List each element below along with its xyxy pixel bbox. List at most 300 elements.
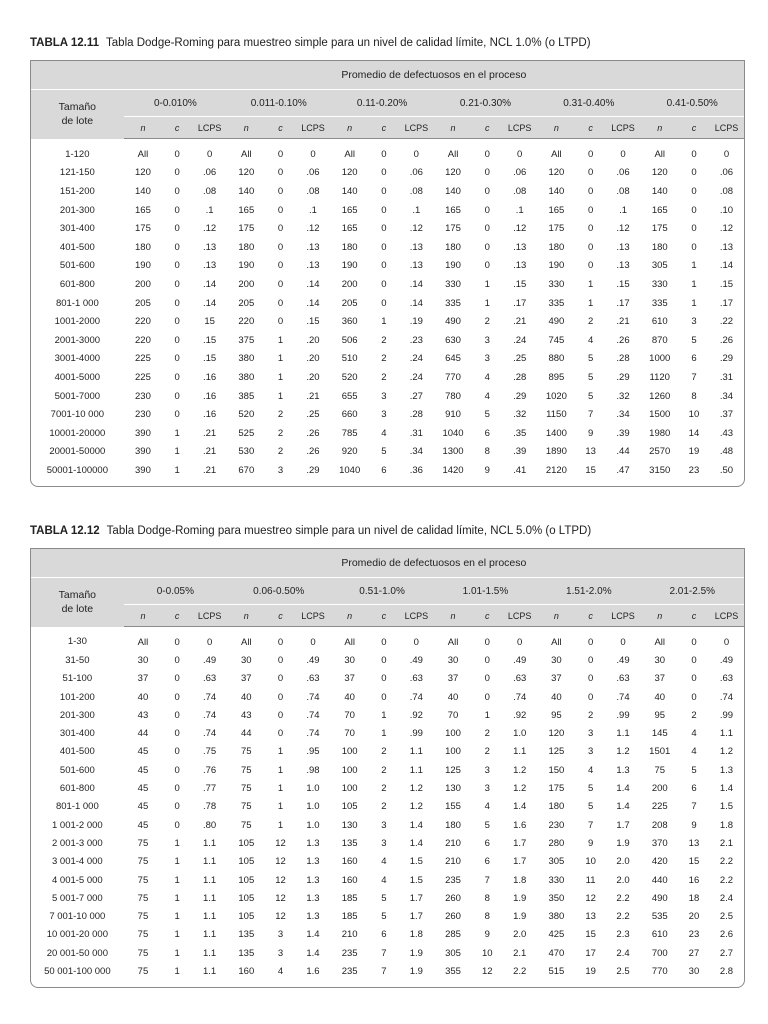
table-cell: 0 bbox=[174, 764, 180, 776]
table-cell: 1.9 bbox=[513, 892, 527, 904]
table-cell: 30 bbox=[654, 654, 666, 666]
table-cell: 13 bbox=[585, 446, 596, 458]
lot-size-cell: 151-200 bbox=[59, 185, 95, 197]
table-cell: 180 bbox=[341, 241, 358, 253]
table-cell: 12 bbox=[275, 892, 286, 904]
table-cell: 1 bbox=[691, 278, 697, 290]
table-cell: All bbox=[344, 636, 355, 648]
table-cell: 120 bbox=[548, 167, 565, 179]
table-cell: 1.0 bbox=[306, 819, 320, 831]
table-cell: 0 bbox=[484, 223, 490, 235]
table-cell: 3 bbox=[484, 334, 490, 346]
table-row bbox=[31, 853, 744, 871]
table-cell: 0 bbox=[381, 654, 387, 666]
table-cell: 230 bbox=[135, 409, 151, 421]
table-cell: 175 bbox=[445, 223, 461, 235]
table-cell: 120 bbox=[651, 167, 668, 179]
table-row bbox=[31, 724, 744, 742]
table-cell: 2 bbox=[277, 427, 284, 439]
table-cell: 5 bbox=[587, 353, 594, 365]
table1 bbox=[31, 61, 744, 486]
table-cell: 1.4 bbox=[616, 801, 630, 813]
table-cell: 75 bbox=[137, 965, 149, 977]
table-cell: 0 bbox=[381, 185, 387, 197]
table-cell: 260 bbox=[445, 892, 461, 904]
table-cell: 515 bbox=[548, 965, 565, 977]
table-cell: 200 bbox=[651, 783, 668, 795]
table-cell: 1.1 bbox=[202, 929, 217, 941]
table-cell: 220 bbox=[238, 316, 255, 328]
table-cell: 15 bbox=[585, 929, 596, 941]
sub-header: n bbox=[434, 605, 473, 627]
table-cell: 19 bbox=[688, 446, 700, 458]
table-cell: 23 bbox=[688, 929, 700, 941]
table-cell: 7 bbox=[381, 965, 387, 977]
table-cell: 1000 bbox=[649, 353, 671, 365]
table-cell: 1.1 bbox=[409, 746, 423, 758]
table-cell: 2 bbox=[484, 316, 490, 328]
table-cell: 1 bbox=[174, 464, 180, 476]
table-cell: 1.1 bbox=[202, 874, 217, 886]
sub-header: LCPS bbox=[709, 605, 744, 627]
table-cell: 1.2 bbox=[409, 801, 423, 813]
table-cell: 9 bbox=[691, 819, 697, 831]
table-cell: 1040 bbox=[339, 464, 361, 476]
table-cell: 870 bbox=[651, 334, 668, 346]
table-cell: 190 bbox=[135, 260, 151, 272]
table-cell: 12 bbox=[275, 911, 286, 923]
table-cell: 1420 bbox=[442, 464, 464, 476]
table-cell: 2.2 bbox=[719, 856, 734, 868]
table-row bbox=[31, 350, 744, 369]
table-cell: .13 bbox=[616, 241, 630, 253]
table-cell: 530 bbox=[238, 446, 255, 458]
table-cell: 0 bbox=[174, 353, 180, 365]
table-cell: 27 bbox=[688, 947, 700, 959]
table-cell: .99 bbox=[616, 709, 630, 721]
table-row bbox=[31, 926, 744, 944]
table-cell: 490 bbox=[548, 316, 565, 328]
table-cell: 0 bbox=[174, 278, 180, 290]
table-cell: .12 bbox=[409, 223, 423, 235]
table-cell: 4 bbox=[381, 874, 387, 886]
table-cell: 105 bbox=[238, 911, 255, 923]
table-cell: 105 bbox=[238, 856, 255, 868]
table-cell: 1 bbox=[381, 316, 387, 328]
table-cell: 305 bbox=[445, 947, 461, 959]
group-header: 1.51-2.0% bbox=[537, 578, 640, 605]
table-cell: 1.3 bbox=[306, 911, 320, 923]
table-cell: 16 bbox=[688, 874, 700, 886]
table-cell: 2570 bbox=[649, 446, 671, 458]
table-cell: 0 bbox=[174, 691, 180, 703]
table-cell: 1.2 bbox=[409, 783, 423, 795]
lot-size-cell: 601-800 bbox=[59, 783, 95, 795]
table-cell: 2.8 bbox=[719, 965, 734, 977]
table-cell: 180 bbox=[445, 819, 461, 831]
sub-header: n bbox=[330, 117, 369, 139]
table-cell: 0 bbox=[174, 746, 180, 758]
sub-header: n bbox=[537, 605, 576, 627]
table-row bbox=[31, 670, 744, 688]
table-cell: 180 bbox=[238, 241, 255, 253]
table-cell: 1 bbox=[277, 819, 284, 831]
table-row bbox=[31, 743, 744, 761]
table1-lot-header bbox=[31, 90, 124, 139]
lot-size-cell: 10001-20000 bbox=[49, 427, 106, 439]
table-cell: .22 bbox=[719, 316, 734, 328]
lot-size-cell: 4001-5000 bbox=[54, 371, 101, 383]
table-cell: 1.8 bbox=[513, 874, 527, 886]
sub-header: c bbox=[576, 117, 606, 139]
table-cell: 1 bbox=[174, 929, 180, 941]
table-cell: 40 bbox=[654, 691, 666, 703]
table-cell: 175 bbox=[548, 783, 565, 795]
table-cell: 185 bbox=[341, 892, 358, 904]
table-cell: 30 bbox=[688, 965, 700, 977]
lot-size-cell: 7001-10 000 bbox=[50, 409, 105, 421]
table-cell: 140 bbox=[341, 185, 358, 197]
table-cell: 0 bbox=[310, 636, 316, 648]
table-cell: .20 bbox=[306, 334, 320, 346]
table-cell: 610 bbox=[651, 316, 668, 328]
table-cell: .74 bbox=[306, 709, 320, 721]
table-row bbox=[31, 275, 744, 294]
table-cell: 510 bbox=[341, 353, 358, 365]
table-cell: 44 bbox=[241, 728, 252, 740]
table-cell: 2 bbox=[381, 353, 387, 365]
table-cell: .29 bbox=[616, 371, 630, 383]
table-cell: .74 bbox=[306, 691, 320, 703]
table-cell: 7 bbox=[587, 409, 594, 421]
table-cell: 770 bbox=[445, 371, 461, 383]
table-cell: 0 bbox=[587, 241, 594, 253]
table-cell: 2.4 bbox=[719, 892, 734, 904]
table-cell: .12 bbox=[306, 223, 320, 235]
group-header: 0.31-0.40% bbox=[537, 90, 640, 117]
table-cell: 0 bbox=[587, 654, 594, 666]
table-cell: 2.0 bbox=[616, 874, 630, 886]
table-cell: 235 bbox=[445, 874, 461, 886]
table-row bbox=[31, 688, 744, 706]
table-cell: 40 bbox=[344, 691, 355, 703]
sub-header: c bbox=[369, 605, 399, 627]
table-cell: 0 bbox=[620, 636, 626, 648]
sub-header: n bbox=[124, 117, 163, 139]
table-cell: 165 bbox=[135, 204, 151, 216]
table-cell: 0 bbox=[587, 260, 594, 272]
table-cell: All bbox=[654, 636, 666, 648]
table-cell: 100 bbox=[445, 728, 461, 740]
table-cell: .21 bbox=[202, 464, 217, 476]
table-cell: 335 bbox=[651, 297, 668, 309]
table-cell: 0 bbox=[174, 819, 180, 831]
table-cell: .08 bbox=[306, 185, 320, 197]
table-cell: .17 bbox=[616, 297, 630, 309]
table-cell: 0 bbox=[381, 691, 387, 703]
table-cell: 0 bbox=[174, 636, 180, 648]
table-cell: .41 bbox=[513, 464, 527, 476]
table-cell: 2.6 bbox=[719, 929, 734, 941]
table-cell: .17 bbox=[719, 297, 734, 309]
table-cell: 140 bbox=[445, 185, 461, 197]
table-cell: 0 bbox=[277, 278, 284, 290]
table-cell: 4 bbox=[691, 746, 697, 758]
table-cell: 1.8 bbox=[719, 819, 734, 831]
table-cell: 1.3 bbox=[306, 892, 320, 904]
table-cell: 1 bbox=[277, 801, 284, 813]
table-cell: 2 bbox=[381, 334, 387, 346]
table-cell: 1.1 bbox=[202, 947, 217, 959]
table-cell: 120 bbox=[135, 167, 151, 179]
table-cell: 15 bbox=[585, 464, 596, 476]
table-cell: 4 bbox=[381, 856, 387, 868]
table-cell: .13 bbox=[409, 260, 423, 272]
table-cell: 8 bbox=[484, 911, 490, 923]
table-cell: 0 bbox=[277, 241, 284, 253]
table-cell: 330 bbox=[548, 278, 565, 290]
table-cell: 1501 bbox=[649, 746, 671, 758]
table-cell: 75 bbox=[241, 801, 252, 813]
table-cell: .08 bbox=[409, 185, 423, 197]
table-cell: 390 bbox=[135, 427, 151, 439]
table-cell: 12 bbox=[275, 874, 286, 886]
table-cell: .10 bbox=[719, 204, 734, 216]
table-cell: .15 bbox=[306, 316, 320, 328]
table-cell: 780 bbox=[445, 390, 461, 402]
table-cell: 135 bbox=[341, 837, 358, 849]
table-cell: .13 bbox=[513, 241, 527, 253]
table-cell: .14 bbox=[306, 297, 320, 309]
table-cell: .28 bbox=[513, 371, 527, 383]
table-cell: 0 bbox=[174, 409, 180, 421]
table-cell: 1.1 bbox=[202, 892, 217, 904]
table-cell: .74 bbox=[616, 691, 630, 703]
table-cell: 0 bbox=[174, 801, 180, 813]
table-cell: 160 bbox=[341, 856, 358, 868]
table-cell: 1400 bbox=[545, 427, 567, 439]
table-cell: 1.0 bbox=[513, 728, 527, 740]
table-cell: 425 bbox=[548, 929, 565, 941]
table-cell: 140 bbox=[238, 185, 255, 197]
table-cell: 105 bbox=[238, 892, 255, 904]
table-cell: 3 bbox=[691, 316, 697, 328]
table-cell: 2.2 bbox=[513, 965, 527, 977]
table-cell: 370 bbox=[651, 837, 668, 849]
table-cell: .63 bbox=[202, 673, 217, 685]
table-cell: 2.2 bbox=[719, 874, 734, 886]
sub-header: n bbox=[330, 605, 369, 627]
table-row bbox=[31, 201, 744, 220]
table-row bbox=[31, 257, 744, 276]
table-cell: .43 bbox=[719, 427, 734, 439]
table-cell: .13 bbox=[616, 260, 630, 272]
table-cell: .99 bbox=[409, 728, 423, 740]
table-cell: 525 bbox=[238, 427, 255, 439]
table-cell: 100 bbox=[341, 764, 358, 776]
table-cell: .06 bbox=[202, 167, 217, 179]
table-cell: 0 bbox=[691, 167, 697, 179]
table-cell: 0 bbox=[277, 204, 284, 216]
table-cell: 165 bbox=[341, 223, 358, 235]
table2-caption bbox=[30, 525, 591, 537]
table-cell: 120 bbox=[341, 167, 358, 179]
table-cell: 75 bbox=[241, 819, 252, 831]
table-cell: 70 bbox=[447, 709, 459, 721]
table-cell: .16 bbox=[202, 409, 217, 421]
table-cell: 1980 bbox=[649, 427, 671, 439]
table-cell: 135 bbox=[238, 947, 255, 959]
table-cell: .95 bbox=[306, 746, 320, 758]
table-cell: 0 bbox=[174, 390, 180, 402]
table-cell: 1 bbox=[484, 278, 490, 290]
table-cell: 1300 bbox=[442, 446, 464, 458]
table-cell: 0 bbox=[413, 148, 419, 160]
table-cell: 2.5 bbox=[616, 965, 630, 977]
table-cell: 3 bbox=[587, 728, 594, 740]
table-cell: 0 bbox=[277, 167, 284, 179]
table-cell: 1 bbox=[277, 353, 284, 365]
table-cell: .06 bbox=[513, 167, 527, 179]
table-cell: 0 bbox=[587, 204, 594, 216]
table-cell: .21 bbox=[306, 390, 320, 402]
table-cell: 45 bbox=[137, 819, 149, 831]
table-cell: 0 bbox=[277, 185, 284, 197]
table-cell: .50 bbox=[719, 464, 734, 476]
table-cell: 1 bbox=[587, 297, 594, 309]
table-cell: .14 bbox=[719, 260, 734, 272]
table-cell: 1 bbox=[587, 278, 594, 290]
table-row bbox=[31, 651, 744, 669]
table-cell: 135 bbox=[238, 929, 255, 941]
table-cell: 45 bbox=[137, 764, 149, 776]
table-cell: 9 bbox=[587, 837, 594, 849]
table-row bbox=[31, 443, 744, 462]
sub-header: c bbox=[266, 605, 296, 627]
lot-size-cell: 1-30 bbox=[67, 636, 87, 648]
table-cell: .34 bbox=[409, 446, 423, 458]
table-cell: 0 bbox=[277, 728, 284, 740]
table2-title: Tabla Dodge-Roming para muestreo simple para un nivel de calidad límite, NCL 5.0% (o LTPD) bbox=[106, 525, 592, 537]
table-cell: 40 bbox=[551, 691, 562, 703]
table-cell: 470 bbox=[548, 947, 565, 959]
table1-corner bbox=[31, 61, 124, 90]
table-cell: 4 bbox=[381, 427, 387, 439]
table-cell: 5 bbox=[587, 801, 594, 813]
sub-header: LCPS bbox=[192, 605, 227, 627]
table-cell: 210 bbox=[341, 929, 358, 941]
table-cell: .74 bbox=[513, 691, 527, 703]
sub-header: LCPS bbox=[192, 117, 227, 139]
table-cell: .21 bbox=[202, 427, 217, 439]
table-cell: 4 bbox=[277, 965, 284, 977]
table-cell: 220 bbox=[135, 334, 151, 346]
table-cell: 1.7 bbox=[409, 892, 423, 904]
table-cell: 75 bbox=[654, 764, 666, 776]
table-cell: .29 bbox=[306, 464, 320, 476]
table-row bbox=[31, 164, 744, 183]
lot-size-cell: 20 001-50 000 bbox=[46, 947, 108, 959]
table-cell: 3 bbox=[484, 353, 490, 365]
table-cell: 200 bbox=[341, 278, 358, 290]
table-cell: .92 bbox=[409, 709, 423, 721]
table-cell: 0 bbox=[174, 223, 180, 235]
table-cell: 1.4 bbox=[306, 947, 320, 959]
group-header: 0.06-0.50% bbox=[227, 578, 330, 605]
table-cell: 1 bbox=[174, 965, 180, 977]
table-cell: .13 bbox=[202, 241, 217, 253]
table-cell: .15 bbox=[719, 278, 734, 290]
table-cell: 120 bbox=[238, 167, 255, 179]
table-cell: 225 bbox=[135, 371, 151, 383]
table-cell: 4 bbox=[587, 764, 594, 776]
table-cell: 2 bbox=[484, 728, 490, 740]
lot-size-cell: 301-400 bbox=[59, 728, 95, 740]
table-cell: .35 bbox=[513, 427, 527, 439]
table-cell: .26 bbox=[306, 427, 320, 439]
group-header: 1.01-1.5% bbox=[434, 578, 537, 605]
table-cell: 208 bbox=[651, 819, 668, 831]
table-cell: 235 bbox=[341, 947, 358, 959]
sub-header: LCPS bbox=[606, 605, 641, 627]
table-cell: 160 bbox=[238, 965, 255, 977]
table-cell: 150 bbox=[548, 764, 565, 776]
sub-header: n bbox=[537, 117, 576, 139]
table-cell: 285 bbox=[445, 929, 461, 941]
sub-header: c bbox=[472, 117, 502, 139]
table-cell: 305 bbox=[548, 856, 565, 868]
lot-size-cell: 401-500 bbox=[59, 746, 95, 758]
table-cell: 785 bbox=[341, 427, 358, 439]
table-cell: 0 bbox=[517, 148, 523, 160]
table-cell: 1.1 bbox=[202, 837, 217, 849]
table-row bbox=[31, 219, 744, 238]
table-cell: 0 bbox=[381, 297, 387, 309]
table-cell: 1.4 bbox=[616, 783, 630, 795]
table-cell: 10 bbox=[481, 947, 493, 959]
table-cell: 12 bbox=[275, 837, 286, 849]
table-cell: 1.3 bbox=[616, 764, 630, 776]
table2-lot-header bbox=[31, 578, 124, 627]
table-cell: 1 bbox=[174, 947, 180, 959]
table-cell: .80 bbox=[202, 819, 217, 831]
table-cell: 1.4 bbox=[409, 837, 423, 849]
table-cell: 0 bbox=[277, 673, 284, 685]
table-cell: .1 bbox=[412, 204, 421, 216]
sub-header: n bbox=[641, 605, 680, 627]
table-cell: .24 bbox=[409, 353, 423, 365]
table-cell: 190 bbox=[548, 260, 565, 272]
table2 bbox=[31, 549, 744, 987]
table-cell: 7 bbox=[484, 874, 490, 886]
table-cell: 1150 bbox=[546, 409, 567, 421]
table-cell: 30 bbox=[447, 654, 459, 666]
table-cell: 670 bbox=[238, 464, 255, 476]
table-cell: 0 bbox=[174, 167, 180, 179]
table-cell: .49 bbox=[409, 654, 423, 666]
table-cell: 165 bbox=[238, 204, 255, 216]
table-cell: 1 bbox=[174, 856, 180, 868]
table-cell: 0 bbox=[174, 297, 180, 309]
table-cell: 0 bbox=[174, 709, 180, 721]
table-cell: .16 bbox=[202, 371, 217, 383]
table-row bbox=[31, 816, 744, 834]
table-cell: 175 bbox=[238, 223, 255, 235]
table-cell: 0 bbox=[484, 241, 490, 253]
table-cell: .26 bbox=[306, 446, 320, 458]
group-header: 0-0.05% bbox=[124, 578, 227, 605]
table-cell: 0 bbox=[381, 148, 387, 160]
